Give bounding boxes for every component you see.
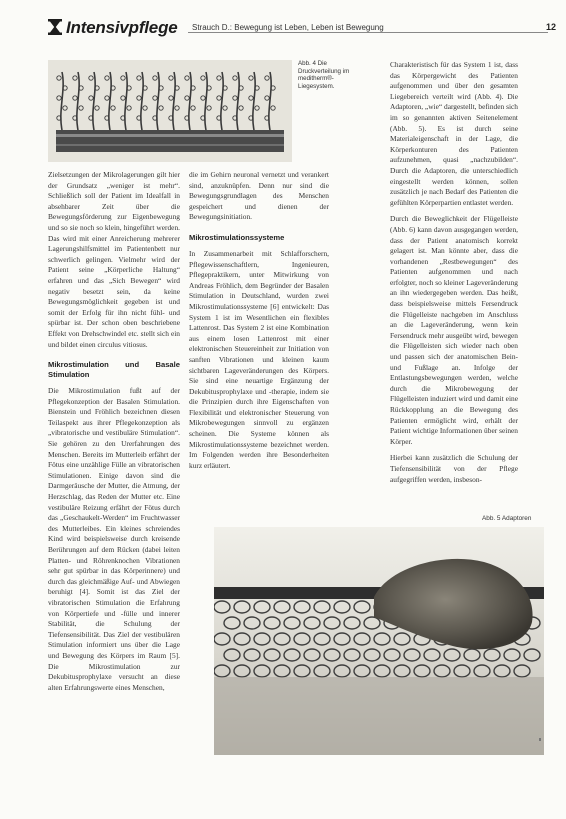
section-heading: Mikrostimulationssysteme — [189, 232, 285, 242]
header-rule — [188, 32, 548, 33]
running-header — [48, 18, 556, 38]
figure-5-image — [214, 527, 544, 755]
page-number: 12 — [545, 22, 556, 32]
paragraph: Die Mikrostimulation fußt auf der Pflegekonzeption der Basalen Stimulation. Bienstein und Fröhlich bezeichnen diesen Teilaspekt aus ihrer Pflegekonzeption als „vibratorische und vestibuläre Stimulation“. Sie gehören zu den Urerfahrungen des Menschen. Bereits im Mutterleib erfährt der Fötus eine unzählige Fülle an vibratorischen Stimulationen. Einige davon sind die Darmgeräusche der Mutter, die Atmung, der Herzschlag, das Reden der Mutter etc. Eine vestibuläre Reizung erfährt der Fötus durch das „Geschaukelt-Werden“ im Fruchtwasser des Mutterleibes. Ein kleines schreiendes Kind wird beispielsweise durch kreisende Berührungen auf dem Rücken (dabei leiten Platten- und Röhrenknochen Vibrationen sehr gut spürbar in das Körperinnere) und durch das gleichmäßige Auf- und Abwiegen beruhigt [4]. Somit ist das Ziel der vibratorischen Stimulation die Erfahrung von Körpertiefe und -fülle und innerer Stabilität, die Schulung der Tiefensensibilität. Das Ziel der vestibulären Stimulation informiert uns über die Lage und Bewegung des Körpers im Raum [5]. Die Mikrostimulation zur Dekubitusprophylaxe versucht an diese alten Erfahrungswerte eines Menschen, — [48, 386, 180, 692]
hourglass-logo-icon — [48, 19, 62, 35]
paragraph: Charakteristisch für das System 1 ist, dass das Körpergewicht des Patienten aufgenommen und über den gesamten Liegebereich verteilt wird (Abb. 4). Die Adaptoren, „wie“ dargestellt, befinden sich im so genannten aktiven Seitenelement (Abb. 5). Es ist durch seine Materialeigenschaft in der Lage, die Körperkonturen des Patienten aufzunehmen, quasi „nachzubilden“. Durch die Adaptoren, die unterschiedlich eingestellt werden können, sollen zusätzlich je nach Bedarf des Patienten die gefühlten Körperpartien entlastet werden. — [390, 60, 518, 207]
adaptor-mesh-photo — [214, 527, 544, 755]
figure-5-caption: Abb. 5 Adaptoren — [482, 515, 532, 522]
figure-4-caption: Abb. 4 Die Druckverteilung im meditherm®-Liegesystem. — [298, 60, 350, 90]
paragraph: Zielsetzungen der Mikrolagerungen gilt hier der Grundsatz „weniger ist mehr“. Schließlich soll der Patient im Idealfall in absehbarer Zeit über die Bewegungsförderung zur Eigenbewegung und so sie noch so klein, hingeführt werden. Das wird mit einer Anreicherung mehrerer Lagerungshilfsmittel im Patientenbett nur schwerlich gelingen. Vielmehr wird der Patient seine „Körperliche Haltung“ erfahren und das „Sich Bewegen“ wird negativ besetzt sein, da keine Bewegungsmöglichkeit gegeben ist und somit der Erfolg für ihn nicht fühl- und spürbar ist. Der schon oben beschriebene Effekt von Drehschwindel etc. stellt sich ein und bildet einen circulus vitiosus. — [48, 170, 180, 349]
slatted-frame-illustration — [48, 60, 292, 162]
scan-mark — [539, 738, 541, 741]
article-running-title: Strauch D.: Bewegung ist Leben, Leben ist Bewegung — [192, 23, 384, 32]
paragraph: Durch die Beweglichkeit der Flügelleiste (Abb. 6) kann davon ausgegangen werden, dass der Patient anatomisch korrekt gelagert ist. Man könnte aber, dass die vorhandenen „Restbewegungen“ des Patienten aufgenommen und nach erfolgter, noch so kleiner Lageveränderung an ihn wiedergegeben werden. Das heißt, dass beispielsweise mittels Fersendruck die Flügelleiste nachgeben im Anschluss an die Lageveränderung, wenn kein Fersendruck mehr ausgeübt wird, bewegen die Flügelleisten sich wieder nach oben und passen sich der anatomischen Bein- und Fußlage an. Infolge der Entlastungsbewegungen werden, welche durch die Mikrobewegung der Flügelleisten induziert wird und damit eine Rückkopplung an die Bewegung des Patienten ermöglicht wird, erhält der Patient wichtige Informationen über seinen Körper. — [390, 214, 518, 446]
paragraph: Hierbei kann zusätzlich die Schulung der Tiefensensibilität von der Pflege aufgegriffen werden, insbeson- — [390, 453, 518, 484]
figure-4-image — [48, 60, 292, 162]
section-heading: Mikrostimulation und Basale Stimulation — [48, 360, 180, 380]
text-column-middle — [189, 170, 329, 477]
text-column-left — [48, 170, 180, 699]
paragraph: die im Gehirn neuronal vernetzt und verankert sind, anzuknüpfen. Denn nur sind die Bewegungsgrundlagen des Menschen gespeichert und dienen der Bewegungsinitiation. — [189, 170, 329, 222]
paragraph: In Zusammenarbeit mit Schlafforschern, Pflegewissenschaftlern, Ingenieuren, Pflegepraktikern, unter Mitwirkung von Andreas Fröhlich, dem Begründer der Basalen Stimulation in Deutschland, wurden zwei Mikrostimulationssysteme [6] entwickelt: Das System 1 ist im Wesentlichen ein flexibles Lattenrost. Das System 2 ist eine Kombination aus einem losen Lattenrost mit einer elektronischen Steuereinheit zur Initiation von sanften Vibrationen und kleinen kaum sichtbaren Lageveränderungen des Körpers. Sie sind eine neuartige Ergänzung der Dekubitusprophylaxe und -therapie, indem sie die Prinzipien durch ihre Eigenschaften von Flexibilität und elektronischer Steuerung von Mikrobewegungen sinnvoll zu ergänzen scheinen. Die Systeme können als Mikrostimulationssysteme bezeichnet werden. Im Folgenden werden ihre Besonderheiten kurz erläutert. — [189, 248, 329, 470]
text-column-right — [390, 60, 518, 491]
journal-brand: Intensivpflege — [66, 18, 178, 37]
